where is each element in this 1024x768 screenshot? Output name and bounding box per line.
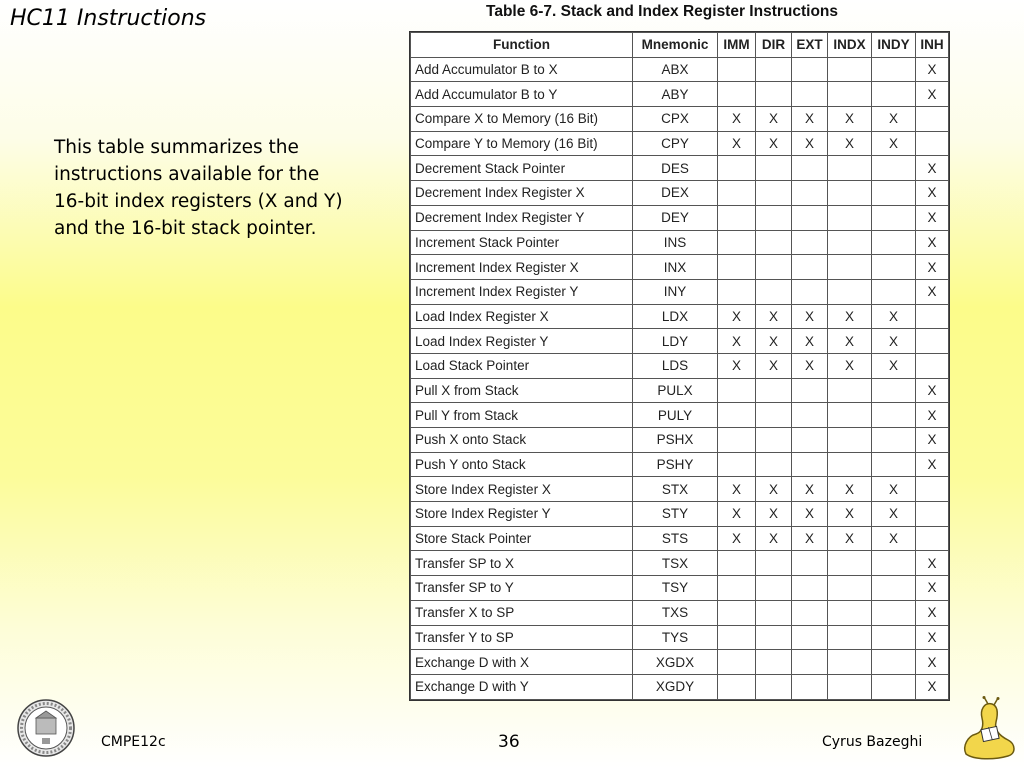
table-row: [411, 526, 949, 551]
table-row: [411, 625, 949, 650]
cell-function: Transfer Y to SP: [411, 625, 633, 650]
cell-indx: [828, 428, 872, 453]
cell-indx: X: [828, 526, 872, 551]
cell-indy: [872, 230, 916, 255]
cell-mnemonic: ABX: [633, 57, 718, 82]
header-function: Function: [411, 33, 633, 58]
footer-course: CMPE12c: [101, 734, 166, 750]
cell-function: Compare Y to Memory (16 Bit): [411, 131, 633, 156]
cell-indy: X: [872, 353, 916, 378]
cell-dir: X: [756, 477, 792, 502]
cell-imm: [718, 156, 756, 181]
cell-function: Store Index Register Y: [411, 502, 633, 527]
cell-inh: X: [916, 452, 949, 477]
cell-indy: [872, 600, 916, 625]
table-row: [411, 674, 949, 699]
cell-inh: [916, 353, 949, 378]
cell-inh: X: [916, 650, 949, 675]
cell-inh: [916, 526, 949, 551]
cell-imm: X: [718, 304, 756, 329]
cell-dir: [756, 255, 792, 280]
cell-dir: X: [756, 353, 792, 378]
cell-mnemonic: TXS: [633, 600, 718, 625]
cell-indx: [828, 600, 872, 625]
cell-ext: X: [792, 304, 828, 329]
cell-indy: [872, 428, 916, 453]
cell-indx: [828, 650, 872, 675]
cell-ext: [792, 156, 828, 181]
cell-function: Transfer SP to Y: [411, 576, 633, 601]
header-indx: INDX: [828, 33, 872, 58]
cell-indx: [828, 378, 872, 403]
cell-function: Exchange D with X: [411, 650, 633, 675]
cell-imm: [718, 378, 756, 403]
cell-imm: [718, 255, 756, 280]
cell-indx: X: [828, 304, 872, 329]
cell-inh: X: [916, 82, 949, 107]
cell-imm: [718, 403, 756, 428]
cell-imm: [718, 625, 756, 650]
cell-inh: X: [916, 625, 949, 650]
table-row: [411, 57, 949, 82]
table-row: [411, 329, 949, 354]
cell-indy: X: [872, 131, 916, 156]
table-row: [411, 477, 949, 502]
cell-indx: [828, 230, 872, 255]
cell-mnemonic: DES: [633, 156, 718, 181]
cell-indy: X: [872, 502, 916, 527]
banana-slug-mascot-icon: [958, 696, 1020, 762]
cell-ext: [792, 452, 828, 477]
cell-imm: X: [718, 353, 756, 378]
table-row: [411, 378, 949, 403]
table-row: [411, 353, 949, 378]
cell-mnemonic: XGDY: [633, 674, 718, 699]
cell-inh: [916, 131, 949, 156]
cell-dir: [756, 230, 792, 255]
table-row: [411, 107, 949, 132]
cell-imm: X: [718, 477, 756, 502]
cell-indy: [872, 255, 916, 280]
cell-mnemonic: CPY: [633, 131, 718, 156]
cell-inh: [916, 477, 949, 502]
cell-indy: X: [872, 477, 916, 502]
cell-ext: X: [792, 107, 828, 132]
cell-function: Load Index Register X: [411, 304, 633, 329]
university-seal-icon: [16, 698, 76, 758]
cell-dir: X: [756, 526, 792, 551]
cell-imm: [718, 230, 756, 255]
cell-ext: X: [792, 526, 828, 551]
cell-mnemonic: LDS: [633, 353, 718, 378]
cell-indy: [872, 57, 916, 82]
table-row: [411, 230, 949, 255]
cell-dir: [756, 428, 792, 453]
cell-ext: X: [792, 131, 828, 156]
slide-title: HC11 Instructions: [10, 6, 207, 31]
cell-inh: X: [916, 205, 949, 230]
cell-dir: [756, 181, 792, 206]
cell-imm: [718, 452, 756, 477]
table-row: [411, 255, 949, 280]
cell-ext: [792, 57, 828, 82]
cell-dir: [756, 551, 792, 576]
cell-ext: X: [792, 329, 828, 354]
header-mnemonic: Mnemonic: [633, 33, 718, 58]
cell-indy: [872, 625, 916, 650]
header-ext: EXT: [792, 33, 828, 58]
cell-indx: [828, 625, 872, 650]
table-row: [411, 181, 949, 206]
cell-mnemonic: LDX: [633, 304, 718, 329]
cell-mnemonic: INX: [633, 255, 718, 280]
cell-indx: X: [828, 353, 872, 378]
cell-dir: [756, 625, 792, 650]
cell-indy: [872, 576, 916, 601]
cell-inh: X: [916, 674, 949, 699]
cell-ext: X: [792, 477, 828, 502]
cell-indx: [828, 82, 872, 107]
cell-mnemonic: LDY: [633, 329, 718, 354]
cell-indx: [828, 205, 872, 230]
cell-mnemonic: PULX: [633, 378, 718, 403]
cell-indx: [828, 551, 872, 576]
cell-function: Compare X to Memory (16 Bit): [411, 107, 633, 132]
cell-imm: [718, 551, 756, 576]
footer-page-number: 36: [498, 732, 520, 752]
cell-ext: X: [792, 502, 828, 527]
cell-indy: [872, 82, 916, 107]
cell-indx: [828, 674, 872, 699]
cell-function: Load Index Register Y: [411, 329, 633, 354]
cell-dir: [756, 576, 792, 601]
cell-indx: X: [828, 131, 872, 156]
cell-function: Pull Y from Stack: [411, 403, 633, 428]
table-row: [411, 279, 949, 304]
cell-indx: [828, 255, 872, 280]
cell-inh: [916, 107, 949, 132]
cell-mnemonic: DEX: [633, 181, 718, 206]
cell-function: Decrement Index Register Y: [411, 205, 633, 230]
cell-function: Decrement Index Register X: [411, 181, 633, 206]
cell-function: Increment Index Register Y: [411, 279, 633, 304]
cell-indy: [872, 674, 916, 699]
cell-indx: X: [828, 477, 872, 502]
cell-dir: X: [756, 131, 792, 156]
table-header-row: [411, 33, 949, 58]
cell-inh: X: [916, 428, 949, 453]
table-row: [411, 131, 949, 156]
cell-dir: [756, 156, 792, 181]
cell-indy: X: [872, 526, 916, 551]
cell-function: Decrement Stack Pointer: [411, 156, 633, 181]
cell-function: Store Index Register X: [411, 477, 633, 502]
cell-dir: [756, 279, 792, 304]
cell-ext: [792, 181, 828, 206]
cell-function: Store Stack Pointer: [411, 526, 633, 551]
table-row: [411, 502, 949, 527]
cell-imm: [718, 279, 756, 304]
cell-imm: X: [718, 107, 756, 132]
table-row: [411, 650, 949, 675]
cell-ext: [792, 551, 828, 576]
cell-inh: X: [916, 551, 949, 576]
cell-imm: [718, 674, 756, 699]
cell-imm: [718, 576, 756, 601]
cell-function: Transfer X to SP: [411, 600, 633, 625]
cell-dir: X: [756, 304, 792, 329]
cell-inh: [916, 304, 949, 329]
cell-ext: [792, 674, 828, 699]
cell-dir: X: [756, 502, 792, 527]
table-row: [411, 452, 949, 477]
cell-inh: X: [916, 576, 949, 601]
cell-mnemonic: DEY: [633, 205, 718, 230]
cell-inh: X: [916, 57, 949, 82]
cell-imm: X: [718, 329, 756, 354]
table-row: [411, 304, 949, 329]
cell-indx: [828, 452, 872, 477]
table-caption: Table 6-7. Stack and Index Register Instructions: [486, 3, 839, 20]
cell-indy: [872, 156, 916, 181]
cell-ext: [792, 82, 828, 107]
cell-indy: [872, 181, 916, 206]
cell-indy: [872, 378, 916, 403]
cell-mnemonic: INS: [633, 230, 718, 255]
table-row: [411, 403, 949, 428]
cell-mnemonic: ABY: [633, 82, 718, 107]
cell-imm: X: [718, 502, 756, 527]
cell-ext: [792, 378, 828, 403]
cell-function: Add Accumulator B to Y: [411, 82, 633, 107]
cell-indx: X: [828, 502, 872, 527]
table-row: [411, 576, 949, 601]
cell-mnemonic: PSHX: [633, 428, 718, 453]
cell-inh: X: [916, 181, 949, 206]
cell-dir: [756, 378, 792, 403]
cell-function: Push Y onto Stack: [411, 452, 633, 477]
cell-imm: [718, 82, 756, 107]
cell-dir: [756, 600, 792, 625]
cell-function: Pull X from Stack: [411, 378, 633, 403]
cell-mnemonic: CPX: [633, 107, 718, 132]
cell-function: Increment Index Register X: [411, 255, 633, 280]
table-body: [411, 57, 949, 699]
cell-ext: [792, 600, 828, 625]
cell-dir: [756, 403, 792, 428]
cell-ext: [792, 255, 828, 280]
cell-inh: X: [916, 378, 949, 403]
cell-indx: [828, 403, 872, 428]
cell-mnemonic: PSHY: [633, 452, 718, 477]
cell-imm: [718, 181, 756, 206]
cell-mnemonic: TSX: [633, 551, 718, 576]
cell-imm: [718, 650, 756, 675]
cell-indx: [828, 181, 872, 206]
cell-inh: X: [916, 156, 949, 181]
instruction-table-container: [409, 31, 950, 701]
cell-ext: [792, 625, 828, 650]
cell-function: Exchange D with Y: [411, 674, 633, 699]
header-inh: INH: [916, 33, 949, 58]
cell-mnemonic: PULY: [633, 403, 718, 428]
cell-dir: [756, 452, 792, 477]
cell-ext: [792, 428, 828, 453]
table-row: [411, 205, 949, 230]
cell-ext: [792, 230, 828, 255]
cell-dir: [756, 82, 792, 107]
cell-imm: [718, 205, 756, 230]
cell-dir: [756, 674, 792, 699]
table-row: [411, 156, 949, 181]
cell-ext: [792, 576, 828, 601]
table-row: [411, 82, 949, 107]
instruction-table: [410, 32, 949, 700]
cell-dir: X: [756, 107, 792, 132]
cell-mnemonic: TSY: [633, 576, 718, 601]
cell-ext: [792, 403, 828, 428]
cell-function: Push X onto Stack: [411, 428, 633, 453]
cell-inh: X: [916, 230, 949, 255]
cell-indy: [872, 650, 916, 675]
cell-dir: X: [756, 329, 792, 354]
cell-indx: X: [828, 329, 872, 354]
cell-ext: X: [792, 353, 828, 378]
cell-indx: [828, 57, 872, 82]
cell-indy: [872, 205, 916, 230]
cell-function: Load Stack Pointer: [411, 353, 633, 378]
cell-indx: [828, 279, 872, 304]
cell-ext: [792, 279, 828, 304]
cell-dir: [756, 205, 792, 230]
cell-mnemonic: STX: [633, 477, 718, 502]
cell-indy: [872, 279, 916, 304]
cell-function: Transfer SP to X: [411, 551, 633, 576]
header-imm: IMM: [718, 33, 756, 58]
table-row: [411, 551, 949, 576]
header-indy: INDY: [872, 33, 916, 58]
cell-indx: [828, 156, 872, 181]
cell-indy: [872, 403, 916, 428]
cell-indy: X: [872, 107, 916, 132]
cell-dir: [756, 57, 792, 82]
cell-mnemonic: INY: [633, 279, 718, 304]
cell-inh: X: [916, 255, 949, 280]
cell-imm: [718, 57, 756, 82]
footer-author: Cyrus Bazeghi: [822, 734, 923, 750]
cell-function: Add Accumulator B to X: [411, 57, 633, 82]
cell-dir: [756, 650, 792, 675]
header-dir: DIR: [756, 33, 792, 58]
cell-mnemonic: TYS: [633, 625, 718, 650]
cell-indx: X: [828, 107, 872, 132]
cell-mnemonic: STS: [633, 526, 718, 551]
cell-inh: X: [916, 403, 949, 428]
summary-text: This table summarizes the instructions available for the 16-bit index registers (X and Y) and the 16-bit stack pointer.: [54, 137, 343, 239]
cell-ext: [792, 650, 828, 675]
cell-indy: [872, 551, 916, 576]
cell-imm: [718, 600, 756, 625]
cell-indy: [872, 452, 916, 477]
cell-imm: X: [718, 131, 756, 156]
cell-mnemonic: XGDX: [633, 650, 718, 675]
cell-imm: X: [718, 526, 756, 551]
cell-inh: X: [916, 279, 949, 304]
table-row: [411, 428, 949, 453]
cell-indx: [828, 576, 872, 601]
cell-inh: [916, 502, 949, 527]
cell-mnemonic: STY: [633, 502, 718, 527]
cell-inh: X: [916, 600, 949, 625]
cell-ext: [792, 205, 828, 230]
cell-indy: X: [872, 329, 916, 354]
cell-indy: X: [872, 304, 916, 329]
cell-imm: [718, 428, 756, 453]
cell-function: Increment Stack Pointer: [411, 230, 633, 255]
cell-inh: [916, 329, 949, 354]
table-row: [411, 600, 949, 625]
